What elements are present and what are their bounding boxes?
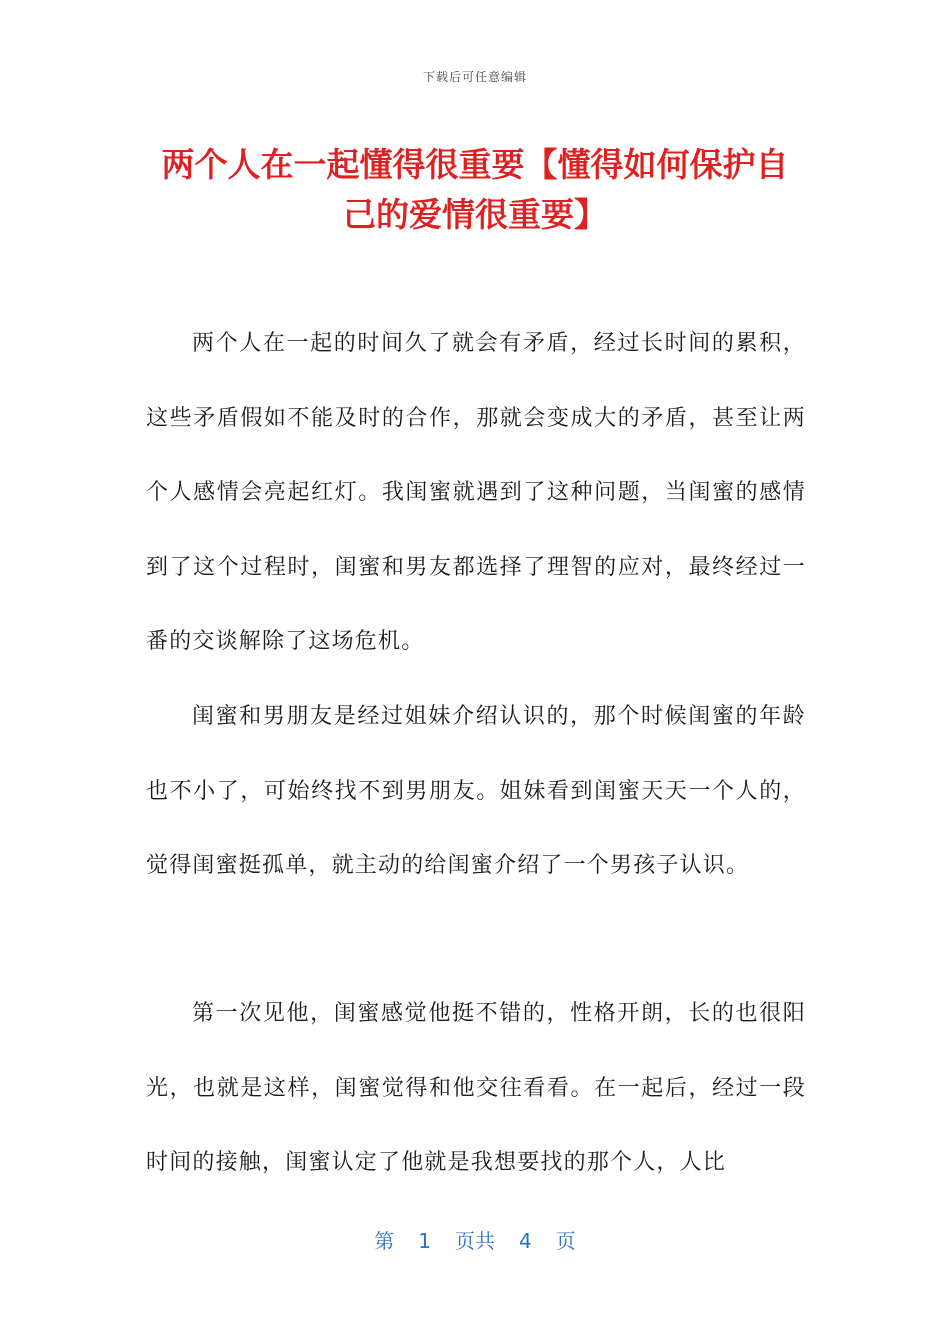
footer-label-page: 第 xyxy=(374,1229,395,1253)
paragraph-text: 闺蜜和男朋友是经过姐妹介绍认识的，那个时候闺蜜的年龄也不小了，可始终找不到男朋友。姐妹看到闺蜜天天一个人的，觉得闺蜜挺孤单，就主动的给闺蜜介绍了一个男孩子认识。 xyxy=(146,704,806,878)
header-note: 下载后可任意编辑 xyxy=(422,70,527,84)
body-paragraph-2 xyxy=(146,680,806,904)
footer-current-page: 1 xyxy=(418,1229,431,1253)
body-paragraph-1 xyxy=(146,307,806,680)
paragraph-text: 第一次见他，闺蜜感觉他挺不错的，性格开朗，长的也很阳光，也就是这样，闺蜜觉得和他交往看看。在一起后，经过一段时间的接触，闺蜜认定了他就是我想要找的那个人，人比 xyxy=(146,1001,806,1175)
page-footer xyxy=(0,1225,950,1254)
paragraph-text: 两个人在一起的时间久了就会有矛盾，经过长时间的累积，这些矛盾假如不能及时的合作，那就会变成大的矛盾，甚至让两个人感情会亮起红灯。我闺蜜就遇到了这种问题，当闺蜜的感情到了这个过程时，闺蜜和男友都选择了理智的应对，最终经过一番的交谈解除了这场危机。 xyxy=(146,331,806,654)
footer-label-end: 页 xyxy=(555,1229,576,1253)
footer-label-of: 页共 xyxy=(455,1229,495,1253)
footer-total-pages: 4 xyxy=(519,1229,532,1253)
document-title: 两个人在一起懂得很重要【懂得如何保护自己的爱情很重要】 xyxy=(161,145,789,234)
body-paragraph-3 xyxy=(146,977,806,1201)
